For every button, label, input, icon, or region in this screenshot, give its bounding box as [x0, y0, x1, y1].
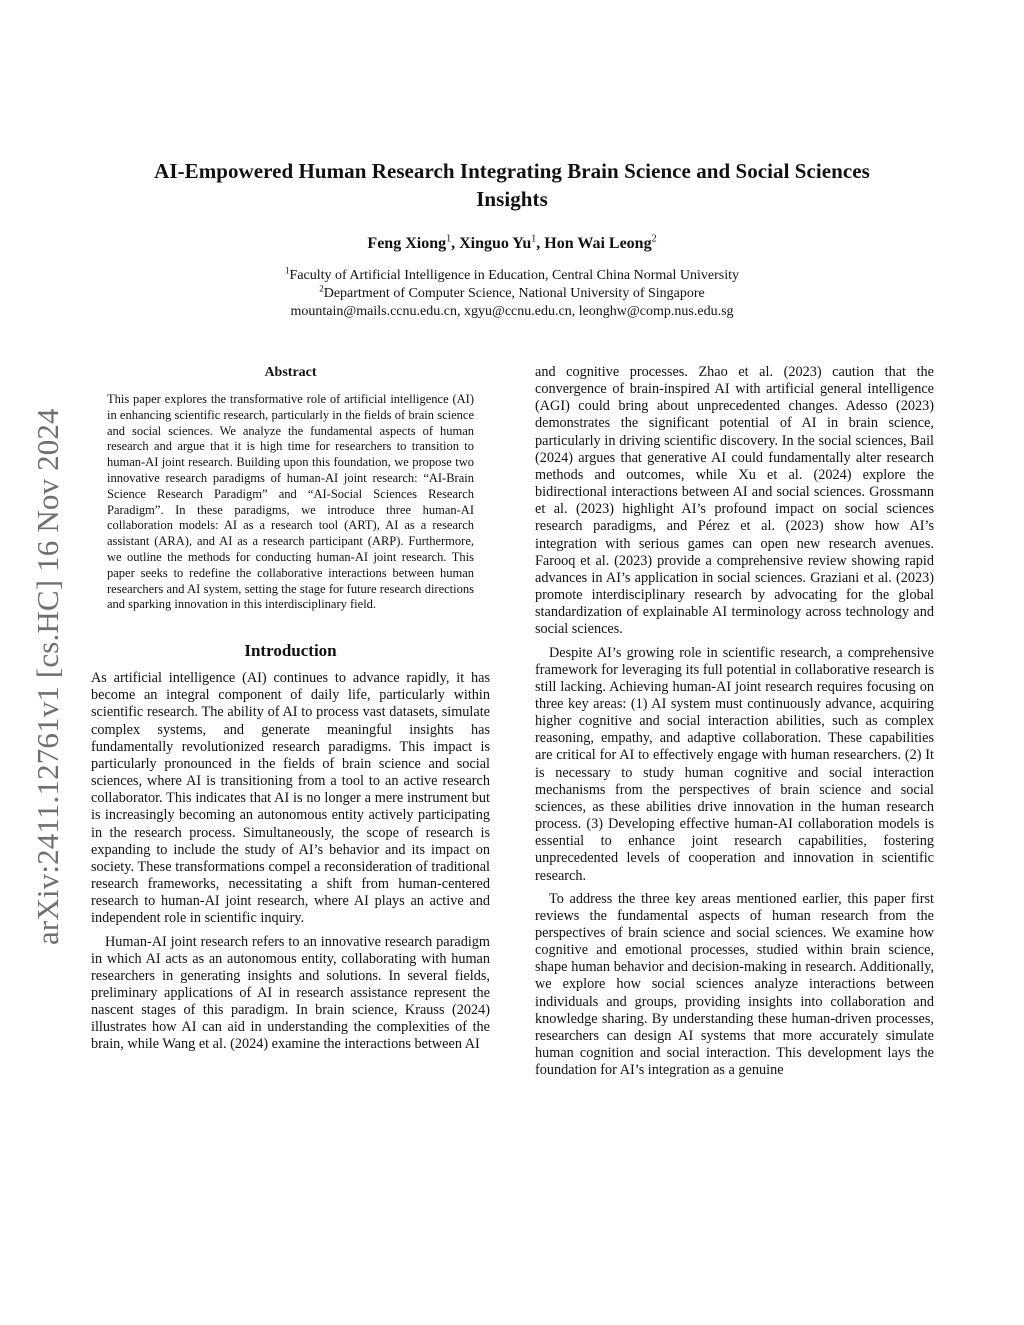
right-column — [535, 364, 934, 1079]
introduction-paragraph-3: Despite AI’s growing role in scientific research, a comprehensive framework for leveraging its full potential in collaborative research is still lacking. Achieving human-AI joint research requires focusing on three key areas: (1) AI system must continuously advance, acquiring higher cognitive and social interaction abilities, such as complex reasoning, empathy, and adaptive collaboration. These capabilities are critical for AI to effectively engage with human researchers. (2) It is necessary to study human cognitive and social interaction mechanisms from the perspectives of brain science and social sciences, as these abilities drive innovation in the human research process. (3) Developing effective human-AI collaboration models is essential to enhance joint research capabilities, fostering unprecedented levels of cooperation and innovation in scientific research. — [535, 644, 934, 884]
paper-header — [120, 157, 904, 321]
left-column — [91, 364, 490, 1054]
affiliation-number: 1 — [285, 265, 290, 276]
author-separator: , — [536, 235, 545, 252]
affiliation-list — [120, 267, 904, 321]
author-separator: , — [451, 235, 460, 252]
introduction-paragraph-2: Human-AI joint research refers to an innovative research paradigm in which AI acts as an autonomous entity, collaborating with human researchers in generating insights and solutions. In several fields, preliminary applications of AI in research assistance represent the nascent stages of this paradigm. In brain science, Krauss (2024) illustrates how AI can aid in understanding the complexities of the brain, while Wang et al. (2024) examine the interactions between AI — [91, 933, 490, 1053]
introduction-paragraph-4: To address the three key areas mentioned earlier, this paper first reviews the fundamental aspects of human research from the perspectives of brain science and social sciences. We examine how cognitive and emotional processes, studied within brain science, shape human behavior and decision-making in research. Additionally, we explore how social sciences analyze interactions between individuals and groups, providing insights into collaboration and knowledge sharing. By understanding these human-driven processes, researchers can design AI systems that more accurately simulate human cognition and social interaction. This development lays the foundation for AI’s integration as a genuine — [535, 890, 934, 1079]
abstract-heading: Abstract — [264, 365, 317, 380]
author-emails: mountain@mails.ccnu.edu.cn, xgyu@ccnu.edu.cn, leonghw@comp.nus.edu.sg — [290, 304, 734, 319]
introduction-paragraph-continuation: and cognitive processes. Zhao et al. (2023) caution that the convergence of brain-inspired AI with artificial general intelligence (AGI) could bring about unprecedented changes. Adesso (2023) demonstrates the significant potential of AI in brain science, particularly in driving scientific discovery. In the social sciences, Bail (2024) argues that generative AI could fundamentally alter research methods and outcomes, while Xu et al. (2024) explore the bidirectional interactions between AI and social sciences. Grossmann et al. (2023) highlight AI’s profound impact on social sciences research paradigms, and Pérez et al. (2023) show how AI’s integration with serious games can open new research avenues. Farooq et al. (2023) provide a comprehensive review showing rapid advances in AI’s application in social sciences. Graziani et al. (2023) promote interdisciplinary research by advocating for the global standardization of explainable AI terminology across technology and social sciences. — [535, 364, 934, 638]
introduction-paragraph-1: As artificial intelligence (AI) continues to advance rapidly, it has become an integral component of daily life, particularly within scientific research. The ability of AI to process vast datasets, simulate complex systems, and generate meaningful insights has fundamentally revolutionized research paradigms. This impact is particularly pronounced in the fields of brain science and social sciences, where AI is transitioning from a tool to an active research collaborator. This indicates that AI is no longer a mere instrument but is increasingly becoming an autonomous entity actively participating in the research process. Simultaneously, the scope of research is expanding to include the study of AI’s behavior and its impact on society. These transformations compel a reconsideration of traditional research frameworks, necessitating a shift from human-centered research to human-AI joint research, where AI plays an active and independent role in scientific inquiry. — [91, 670, 490, 927]
abstract-text: This paper explores the transformative role of artificial intelligence (AI) in enhancing scientific research, particularly in the fields of brain science and social sciences. We analyze the fundamental aspects of human research and argue that it is high time for researchers to transition to human-AI joint research. Building upon this foundation, we propose two innovative research paradigms of human-AI joint research: “AI-Brain Science Research Paradigm” and “AI-Social Sciences Research Paradigm”. In these paradigms, we introduce three human-AI collaboration models: AI as a research tool (ART), AI as a research assistant (ARA), and AI as a research participant (ARP). Furthermore, we outline the methods for conducting human-AI joint research. This paper seeks to redefine the collaborative interactions between human researchers and AI system, setting the stage for future research directions and sparking innovation in this interdisciplinary field. — [107, 392, 474, 612]
affiliation-nus — [120, 285, 904, 303]
author-name: Feng Xiong — [367, 235, 447, 252]
arxiv-identifier: arXiv:2411.12761v1 [cs.HC] 16 Nov 2024 — [30, 408, 65, 945]
paper-title: AI-Empowered Human Research Integrating Brain Science and Social Sciences Insights — [154, 159, 870, 211]
affiliation-text: Department of Computer Science, National University of Singapore — [323, 286, 705, 301]
affiliation-number: 2 — [319, 283, 324, 294]
affiliation-mark: 1 — [446, 233, 452, 245]
introduction-heading: Introduction — [244, 641, 337, 661]
affiliation-mark: 2 — [651, 233, 657, 245]
affiliation-ccnu — [120, 267, 904, 285]
affiliation-text: Faculty of Artificial Intelligence in Education, Central China Normal University — [289, 268, 739, 283]
author-name: Hon Wai Leong — [544, 235, 652, 252]
author-hon-wai-leong — [544, 235, 656, 252]
author-list — [120, 233, 904, 255]
author-xinguo-yu — [459, 235, 536, 252]
affiliation-mark: 1 — [531, 233, 537, 245]
author-name: Xinguo Yu — [459, 235, 532, 252]
author-feng-xiong — [367, 235, 451, 252]
